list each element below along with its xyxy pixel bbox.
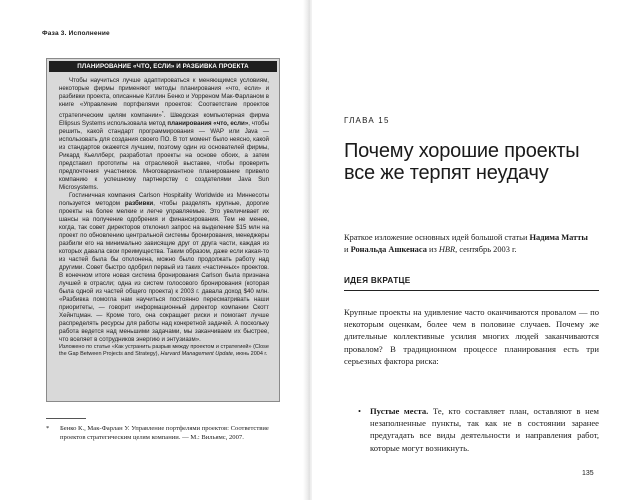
footnote-marker: * bbox=[161, 110, 164, 115]
bullet-marker: • bbox=[358, 406, 362, 416]
bullet-item bbox=[358, 405, 599, 454]
author-2: Рональда Ашкенаса bbox=[350, 244, 427, 254]
page-number: 135 bbox=[582, 470, 594, 477]
sidebar-title: ПЛАНИРОВАНИЕ «ЧТО, ЕСЛИ» И РАЗБИВКА ПРОЕКТА bbox=[49, 61, 277, 72]
sidebar-body bbox=[47, 72, 279, 358]
chapter-label: ГЛАВА 15 bbox=[344, 116, 390, 125]
body-paragraph: Крупные проекты на удивление часто оканчиваются провалом — по некоторым оценкам, более чем в половине случаев. Почему же длительные коллективные усилия многих людей заканчиваются провалом? В традиционном процессе планирования есть три серьезных фактора риска: bbox=[344, 307, 599, 366]
right-page bbox=[312, 0, 619, 500]
footnote-rule bbox=[46, 418, 86, 419]
sidebar-paragraph-1: Чтобы научиться лучше адаптироваться к меняющимся условиям, некоторые фирмы применяют методы планирования «что, если» и разбивки проекта, описанные Кэтлин Бенко и Уорреном Мак-Фарланом в книге «Управление портфелями проектов: Соответствие проектов стратегическим целям компании»*. Шведская компьютерная фирма Ellipsus Systems использовала метод планирования «что, если», чтобы решить, какой стандарт программирования — WAP или Java — использовать для создания своего ПО. В тот момент было неясно, какой из стандартов окажется лучшим, поэтому один из основателей фирмы, Рикард Кьеллберг, разработал проекты на основе обоих, а затем представил прототипы на отраслевой выставке, чтобы проверить предпочтения участников. Многовариантное планирование привело компанию к успешному партнерству с создателями Java Sun Microsystems. bbox=[59, 77, 269, 192]
sidebar-source: Изложено по статье «Как устранить разрыв между проектом и стратегией» (Close the Gap Between Projects and Strategy), Harvard Management Update, июнь 2004 г. bbox=[59, 344, 269, 358]
chapter-title: Почему хорошие проекты все же терпят неудачу bbox=[344, 140, 580, 184]
journal-name: HBR bbox=[438, 244, 456, 254]
footnote-mark: * bbox=[46, 425, 50, 432]
sidebar-paragraph-2: Гостиничная компания Carlson Hospitality Worldwide из Миннесоты пользуется методом разбивки, чтобы разделять крупные, дорогие проекты на более мелкие и легче управляемые. Это увеличивает их шансы на получение одобрения и финансирования. Тем не менее, когда, так совет директоров отклонил запрос на выделение $15 млн на проект по обновлению центральной системы бронирования, менеджеры разбили его на минимально зависящие друг от друга части, каждая из которых давала свои преимущества. Таким образом, даже если какая-то из частей была бы отклонена, можно было продолжать работу над другими. Совет быстро одобрил первый из таких «частичных» проектов. В конечном итоге новая система бронирования Carlson была признана лучшей в отрасли; одна из систем голосового бронирования (которая была одной из частей общего проекта) к 2003 г. давала доход $40 млн. «Разбивка помогла нам научиться постоянно пересматривать наши приоритеты, — говорит информационный директор компании Скотт Хейнтцман. — Кроме того, она сокращает риски и помогает лучше распределять ресурсы для работы над конкретной задачей. А поскольку работа ведется над меньшими задачами, мы заканчиваем их быстрее, что вселяет в сотрудников энергию и энтузиазм». bbox=[59, 192, 269, 344]
footnote-text: Бенко К., Мак-Фарлан У. Управление портфелями проектов: Соответствие проектов стратегическим целям компании. — М.: Вильямс, 2007. bbox=[60, 425, 269, 441]
section-heading: ИДЕЯ ВКРАТЦЕ bbox=[344, 276, 599, 291]
running-head: Фаза 3. Исполнение bbox=[42, 30, 110, 37]
chapter-summary: Краткое изложение основных идей большой статьи Надима Матты и Рональда Ашкенаса из HBR, сентябрь 2003 г. bbox=[344, 233, 588, 254]
footnote bbox=[46, 424, 276, 442]
left-page bbox=[0, 0, 307, 500]
bullet-text: Пустые места. Те, кто составляет план, оставляют в нем незаполненные пункты, так как не в состоянии заранее предугадать все виды деятельности и направления работ, которые могут возникнуть. bbox=[370, 406, 599, 453]
author-1: Надима Матты bbox=[529, 233, 588, 242]
sidebar-box bbox=[46, 58, 280, 402]
